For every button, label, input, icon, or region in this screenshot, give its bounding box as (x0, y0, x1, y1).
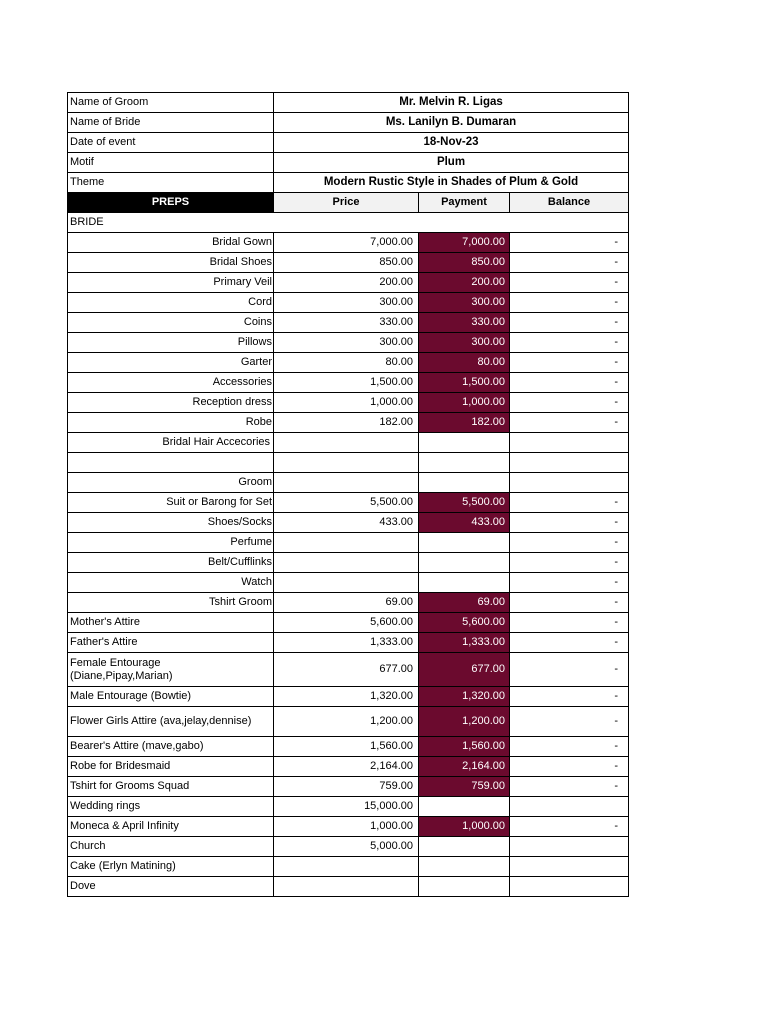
balance-cell[interactable] (510, 837, 629, 857)
payment-cell[interactable]: 677.00 (419, 653, 510, 687)
item-label: Belt/Cufflinks (68, 553, 274, 573)
payment-cell[interactable] (419, 837, 510, 857)
price-cell[interactable]: 80.00 (274, 353, 419, 373)
item-label: Mother's Attire (68, 613, 274, 633)
balance-cell[interactable]: - (510, 613, 629, 633)
item-label: Accessories (68, 373, 274, 393)
payment-cell[interactable] (419, 533, 510, 553)
table-row (68, 797, 629, 817)
balance-cell[interactable]: - (510, 333, 629, 353)
item-label: Garter (68, 353, 274, 373)
item-label: Cake (Erlyn Matining) (68, 857, 274, 877)
balance-cell[interactable]: - (510, 253, 629, 273)
price-cell[interactable]: 1,320.00 (274, 687, 419, 707)
price-cell[interactable]: 300.00 (274, 333, 419, 353)
balance-cell[interactable]: - (510, 633, 629, 653)
price-cell[interactable]: 1,333.00 (274, 633, 419, 653)
price-cell[interactable]: 69.00 (274, 593, 419, 613)
payment-cell[interactable]: 850.00 (419, 253, 510, 273)
price-cell[interactable] (274, 857, 419, 877)
payment-cell[interactable]: 1,000.00 (419, 393, 510, 413)
balance-cell[interactable]: - (510, 493, 629, 513)
balance-cell[interactable]: - (510, 553, 629, 573)
balance-cell[interactable] (510, 797, 629, 817)
item-label: Pillows (68, 333, 274, 353)
price-cell[interactable]: 1,500.00 (274, 373, 419, 393)
price-cell[interactable]: 182.00 (274, 413, 419, 433)
cell[interactable] (419, 473, 510, 493)
bride-label: Name of Bride (68, 113, 274, 133)
table-row (68, 233, 629, 253)
date-value[interactable]: 18-Nov-23 (274, 133, 629, 153)
bride-value[interactable]: Ms. Lanilyn B. Dumaran (274, 113, 629, 133)
table-row (68, 353, 629, 373)
groom-items (68, 493, 629, 613)
payment-header: Payment (419, 193, 510, 213)
balance-cell[interactable]: - (510, 293, 629, 313)
balance-cell[interactable]: - (510, 373, 629, 393)
payment-cell[interactable]: 759.00 (419, 777, 510, 797)
item-label: Reception dress (68, 393, 274, 413)
price-cell[interactable] (274, 553, 419, 573)
price-cell[interactable]: 850.00 (274, 253, 419, 273)
price-cell[interactable]: 200.00 (274, 273, 419, 293)
payment-cell[interactable]: 7,000.00 (419, 233, 510, 253)
balance-cell[interactable]: - (510, 313, 629, 333)
item-label (68, 653, 274, 687)
item-label: Watch (68, 573, 274, 593)
cell[interactable] (510, 433, 629, 453)
payment-cell[interactable] (419, 573, 510, 593)
item-label: Primary Veil (68, 273, 274, 293)
item-label: Coins (68, 313, 274, 333)
price-cell[interactable]: 7,000.00 (274, 233, 419, 253)
table-row (68, 513, 629, 533)
table-row (68, 857, 629, 877)
price-cell[interactable]: 5,000.00 (274, 837, 419, 857)
price-cell[interactable]: 1,000.00 (274, 817, 419, 837)
price-cell[interactable]: 5,600.00 (274, 613, 419, 633)
item-label: Tshirt for Grooms Squad (68, 777, 274, 797)
price-cell[interactable]: 1,560.00 (274, 737, 419, 757)
item-label-line: Female Entourage (70, 656, 161, 669)
payment-cell[interactable]: 1,333.00 (419, 633, 510, 653)
balance-cell[interactable]: - (510, 273, 629, 293)
price-cell[interactable]: 300.00 (274, 293, 419, 313)
table-row (68, 817, 629, 837)
date-label: Date of event (68, 133, 274, 153)
price-cell[interactable] (274, 877, 419, 897)
table-row (68, 757, 629, 777)
price-cell[interactable] (274, 533, 419, 553)
price-cell[interactable]: 759.00 (274, 777, 419, 797)
balance-cell[interactable]: - (510, 687, 629, 707)
table-row (68, 393, 629, 413)
cell[interactable] (274, 453, 419, 473)
bride-section-label: BRIDE (68, 213, 629, 233)
table-row (68, 653, 629, 687)
cell[interactable] (419, 433, 510, 453)
price-cell[interactable]: 677.00 (274, 653, 419, 687)
motif-label: Motif (68, 153, 274, 173)
budget-table (67, 92, 629, 897)
payment-cell[interactable]: 300.00 (419, 333, 510, 353)
bride-section-row (68, 213, 629, 233)
theme-label: Theme (68, 173, 274, 193)
table-row (68, 533, 629, 553)
balance-cell[interactable]: - (510, 593, 629, 613)
motif-value[interactable]: Plum (274, 153, 629, 173)
groom-value[interactable]: Mr. Melvin R. Ligas (274, 93, 629, 113)
groom-row (68, 93, 629, 113)
table-row (68, 553, 629, 573)
cell[interactable] (510, 473, 629, 493)
payment-cell[interactable]: 1,320.00 (419, 687, 510, 707)
price-cell[interactable]: 5,500.00 (274, 493, 419, 513)
balance-cell[interactable]: - (510, 573, 629, 593)
bridal-hair-label: Bridal Hair Accecories (68, 433, 274, 453)
payment-cell[interactable]: 5,500.00 (419, 493, 510, 513)
table-row (68, 273, 629, 293)
balance-cell[interactable]: - (510, 233, 629, 253)
table-row (68, 707, 629, 737)
item-label: Dove (68, 877, 274, 897)
balance-cell[interactable]: - (510, 737, 629, 757)
item-label: Bridal Shoes (68, 253, 274, 273)
table-row (68, 333, 629, 353)
price-cell[interactable]: 15,000.00 (274, 797, 419, 817)
item-label: Flower Girls Attire (ava,jelay,dennise) (68, 707, 274, 737)
theme-value[interactable]: Modern Rustic Style in Shades of Plum & Gold (274, 173, 629, 193)
payment-cell[interactable] (419, 553, 510, 573)
table-row (68, 573, 629, 593)
table-row (68, 253, 629, 273)
motif-row (68, 153, 629, 173)
price-cell[interactable]: 2,164.00 (274, 757, 419, 777)
table-row (68, 373, 629, 393)
price-cell[interactable]: 330.00 (274, 313, 419, 333)
date-row (68, 133, 629, 153)
table-row (68, 877, 629, 897)
payment-cell[interactable] (419, 877, 510, 897)
table-row (68, 837, 629, 857)
price-cell[interactable]: 1,000.00 (274, 393, 419, 413)
column-header-row (68, 193, 629, 213)
price-cell[interactable] (274, 573, 419, 593)
payment-cell[interactable] (419, 857, 510, 877)
cell[interactable] (274, 473, 419, 493)
balance-cell[interactable]: - (510, 413, 629, 433)
payment-cell[interactable]: 80.00 (419, 353, 510, 373)
item-label: Suit or Barong for Set (68, 493, 274, 513)
item-label: Church (68, 837, 274, 857)
payment-cell[interactable]: 69.00 (419, 593, 510, 613)
payment-cell[interactable] (419, 797, 510, 817)
balance-cell[interactable]: - (510, 757, 629, 777)
groom-label: Name of Groom (68, 93, 274, 113)
table-row (68, 313, 629, 333)
preps-header: PREPS (68, 193, 274, 213)
item-label: Robe for Bridesmaid (68, 757, 274, 777)
budget-sheet (67, 92, 628, 897)
cell[interactable] (419, 453, 510, 473)
payment-cell[interactable]: 433.00 (419, 513, 510, 533)
balance-cell[interactable]: - (510, 817, 629, 837)
bridal-hair-row (68, 433, 629, 453)
payment-cell[interactable]: 300.00 (419, 293, 510, 313)
bride-row (68, 113, 629, 133)
balance-header: Balance (510, 193, 629, 213)
balance-cell[interactable] (510, 857, 629, 877)
balance-cell[interactable]: - (510, 393, 629, 413)
payment-cell[interactable]: 1,560.00 (419, 737, 510, 757)
theme-row (68, 173, 629, 193)
item-label: Father's Attire (68, 633, 274, 653)
cell[interactable] (274, 433, 419, 453)
payment-cell[interactable]: 200.00 (419, 273, 510, 293)
payment-cell[interactable]: 1,500.00 (419, 373, 510, 393)
table-row (68, 293, 629, 313)
balance-cell[interactable]: - (510, 533, 629, 553)
other-items (68, 613, 629, 897)
item-label: Wedding rings (68, 797, 274, 817)
balance-cell[interactable]: - (510, 353, 629, 373)
payment-cell[interactable]: 330.00 (419, 313, 510, 333)
item-label: Bridal Gown (68, 233, 274, 253)
table-row (68, 413, 629, 433)
table-row (68, 613, 629, 633)
price-cell[interactable]: 1,200.00 (274, 707, 419, 737)
payment-cell[interactable]: 5,600.00 (419, 613, 510, 633)
item-label: Male Entourage (Bowtie) (68, 687, 274, 707)
item-label: Robe (68, 413, 274, 433)
balance-cell[interactable]: - (510, 653, 629, 687)
item-label: Cord (68, 293, 274, 313)
balance-cell[interactable]: - (510, 777, 629, 797)
item-label-line: (Diane,Pipay,Marian) (70, 669, 173, 682)
item-label: Bearer's Attire (mave,gabo) (68, 737, 274, 757)
price-cell[interactable]: 433.00 (274, 513, 419, 533)
table-row (68, 737, 629, 757)
table-row (68, 777, 629, 797)
payment-cell[interactable]: 2,164.00 (419, 757, 510, 777)
table-row (68, 687, 629, 707)
groom-section-row (68, 473, 629, 493)
balance-cell[interactable]: - (510, 707, 629, 737)
empty-row (68, 453, 629, 473)
table-row (68, 633, 629, 653)
payment-cell[interactable]: 1,200.00 (419, 707, 510, 737)
balance-cell[interactable]: - (510, 513, 629, 533)
payment-cell[interactable]: 1,000.00 (419, 817, 510, 837)
table-row (68, 493, 629, 513)
balance-cell[interactable] (510, 877, 629, 897)
item-label: Tshirt Groom (68, 593, 274, 613)
payment-cell[interactable]: 182.00 (419, 413, 510, 433)
price-header: Price (274, 193, 419, 213)
table-row (68, 593, 629, 613)
item-label: Moneca & April Infinity (68, 817, 274, 837)
groom-section-label: Groom (68, 473, 274, 493)
cell[interactable] (68, 453, 274, 473)
item-label: Perfume (68, 533, 274, 553)
bride-items (68, 233, 629, 433)
item-label: Shoes/Socks (68, 513, 274, 533)
cell[interactable] (510, 453, 629, 473)
